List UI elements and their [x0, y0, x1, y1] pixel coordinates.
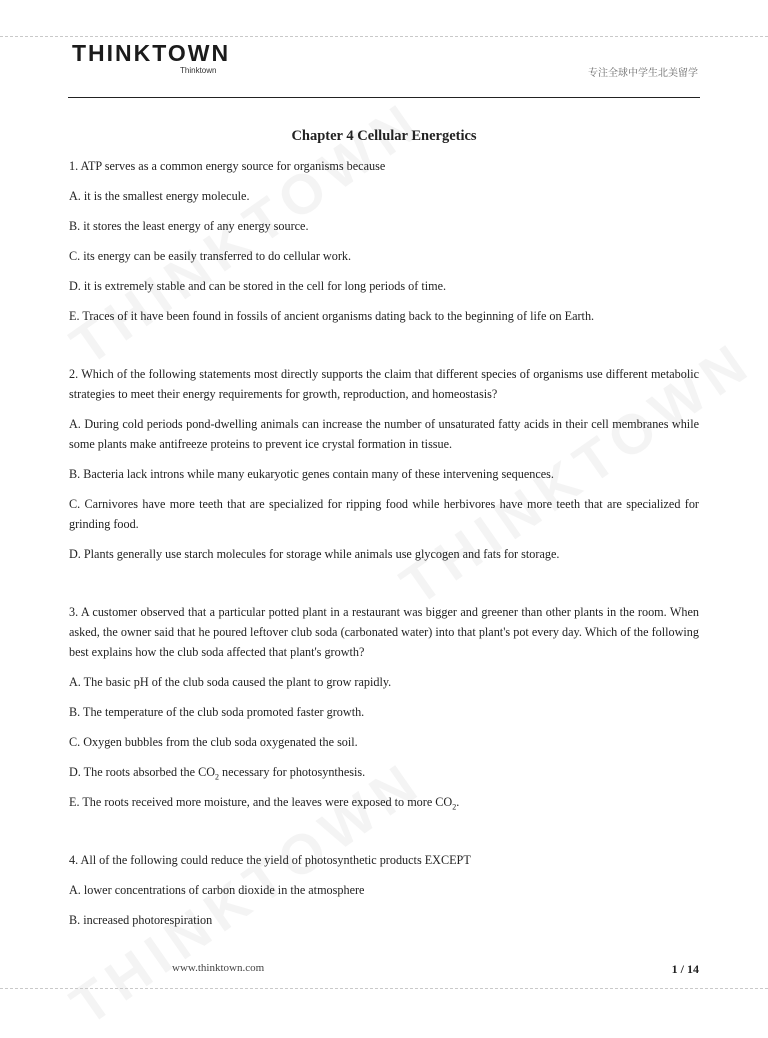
question-2 [69, 364, 699, 564]
logo-wordmark: THINKTOWN [72, 40, 231, 66]
question-1 [69, 156, 699, 326]
question-2-option-d: D. Plants generally use starch molecules for storage while animals use glycogen and fats for storage. [69, 547, 560, 561]
question-1-option-c: C. its energy can be easily transferred to do cellular work. [69, 249, 352, 263]
question-2-option-c: C. Carnivores have more teeth that are specialized for ripping food while herbivores have more teeth that are specialized for grinding food. [69, 497, 699, 531]
header-tagline: 专注全球中学生北美留学 [588, 68, 698, 79]
page-title: Chapter 4 Cellular Energetics [291, 128, 477, 144]
question-1-option-b: B. it stores the least energy of any energy source. [69, 219, 309, 233]
question-3-option-c: C. Oxygen bubbles from the club soda oxygenated the soil. [69, 735, 358, 749]
thinktown-logo [72, 40, 242, 80]
question-1-stem: 1. ATP serves as a common energy source for organisms because [69, 159, 386, 173]
document-body [69, 126, 699, 940]
question-4-option-a: A. lower concentrations of carbon dioxide in the atmosphere [69, 883, 365, 897]
question-2-stem: 2. Which of the following statements most directly supports the claim that different species of organisms use different metabolic strategies to meet their energy requirements for growth, reproduction, and homeostasis? [69, 367, 699, 401]
question-1-option-a: A. it is the smallest energy molecule. [69, 189, 250, 203]
top-dashed-border [0, 36, 768, 37]
footer-url: www.thinktown.com [172, 962, 265, 974]
question-2-option-a: A. During cold periods pond-dwelling animals can increase the number of unsaturated fatty acids in their cell membranes while some plants make antifreeze proteins to prevent ice crystal formation in tissue. [69, 417, 699, 451]
question-3-option-e: E. The roots received more moisture, and the leaves were exposed to more $CO_2$. [69, 795, 460, 812]
logo-subtitle: Thinktown [180, 66, 217, 75]
question-3-option-d: D. The roots absorbed the $CO_2$ necessary for photosynthesis. [69, 765, 366, 782]
header-rule [68, 97, 700, 98]
question-3-stem: 3. A customer observed that a particular potted plant in a restaurant was bigger and greener than other plants in the room. When asked, the owner said that he poured leftover club soda (carbonated water) into that plant's pot every day. Which of the following best explains how the club soda affected that plant's growth? [69, 605, 699, 659]
question-1-option-e: E. Traces of it have been found in fossils of ancient organisms dating back to the beginning of life on Earth. [69, 309, 595, 323]
question-3 [69, 602, 699, 812]
question-4-option-b: B. increased photorespiration [69, 913, 213, 927]
question-3-option-a: A. The basic pH of the club soda caused the plant to grow rapidly. [69, 675, 392, 689]
question-1-option-d: D. it is extremely stable and can be stored in the cell for long periods of time. [69, 279, 447, 293]
question-3-option-b: B. The temperature of the club soda promoted faster growth. [69, 705, 365, 719]
question-4 [69, 850, 699, 930]
bottom-dashed-border [0, 988, 768, 989]
page-number: 1 / 14 [671, 962, 699, 976]
question-2-option-b: B. Bacteria lack introns while many eukaryotic genes contain many of these intervening sequences. [69, 467, 554, 481]
question-4-stem: 4. All of the following could reduce the yield of photosynthetic products EXCEPT [69, 853, 471, 867]
